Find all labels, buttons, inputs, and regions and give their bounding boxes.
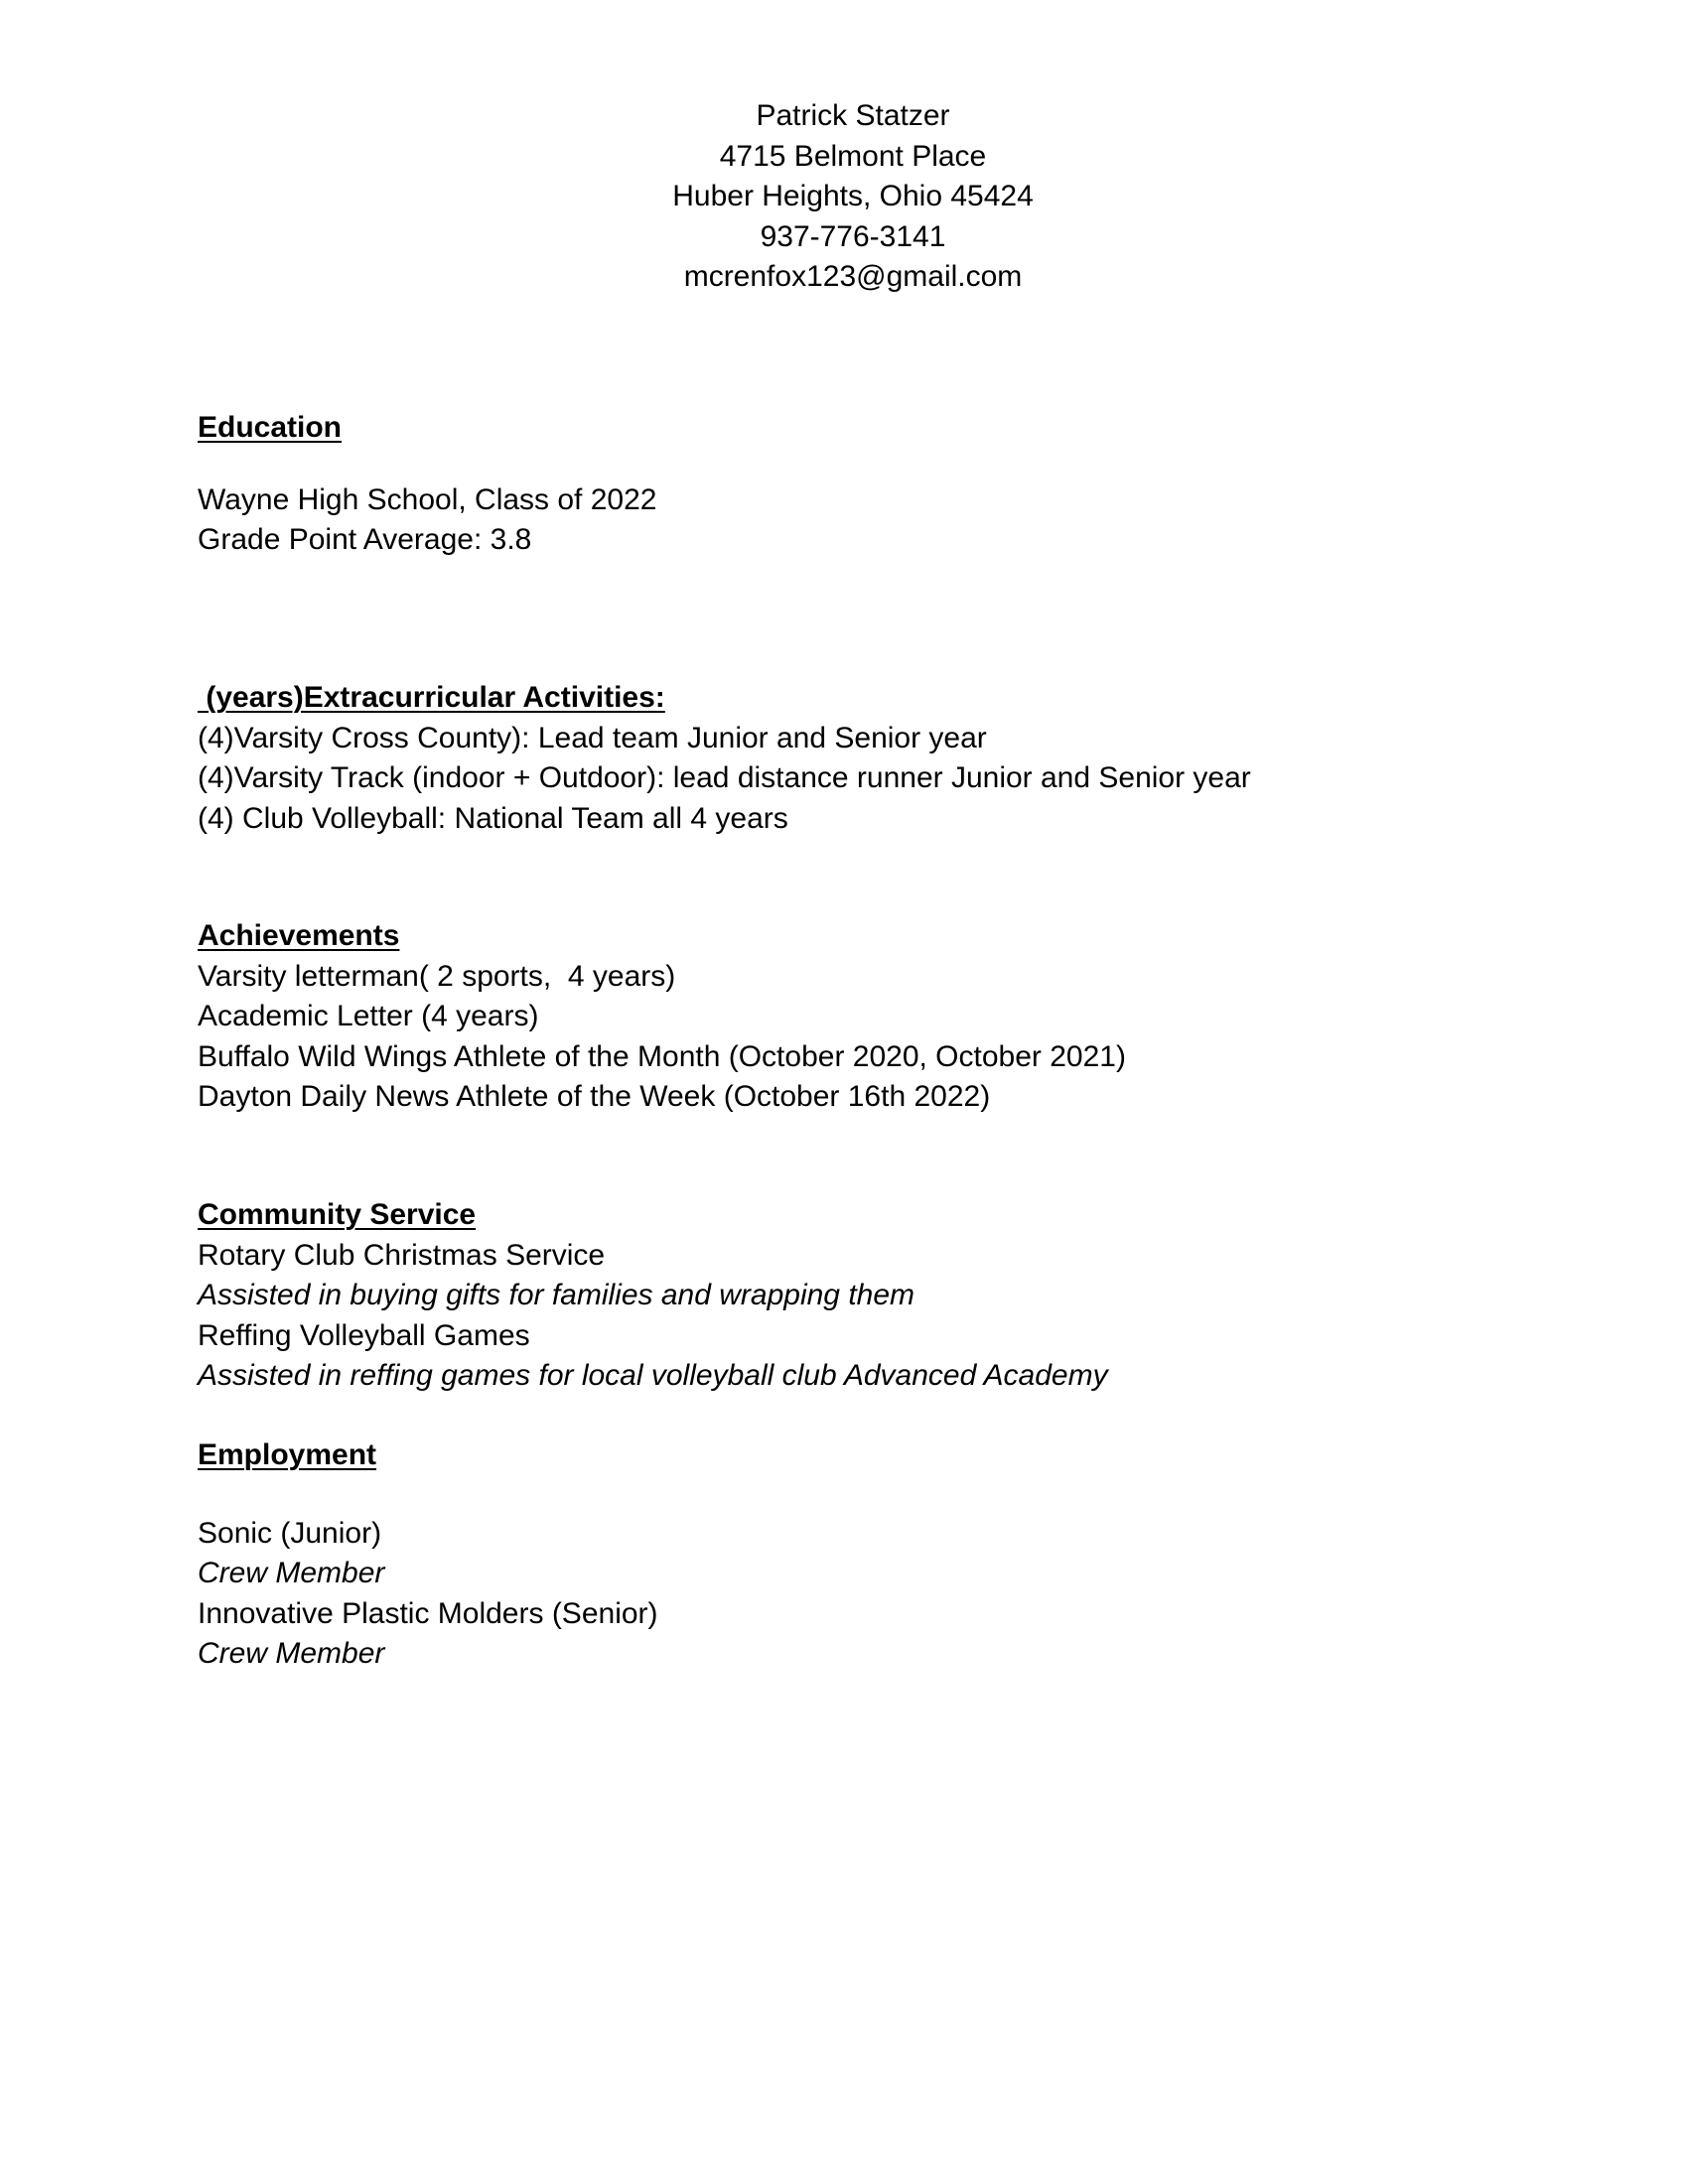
job-role: Crew Member	[198, 1557, 385, 1589]
job-role: Crew Member	[198, 1637, 385, 1670]
extracurricular-item: (4)Varsity Cross County): Lead team Junior and Senior year	[198, 721, 987, 754]
education-heading: Education	[198, 411, 343, 444]
employer: Innovative Plastic Molders (Senior)	[198, 1596, 658, 1630]
education-gpa: Grade Point Average: 3.8	[198, 523, 532, 556]
community-service-heading: Community Service	[198, 1198, 477, 1231]
education-section	[198, 408, 656, 561]
service-title: Reffing Volleyball Games	[198, 1318, 530, 1352]
email-address: mcrenfox123@gmail.com	[683, 260, 1023, 293]
address-line-1: 4715 Belmont Place	[719, 139, 987, 173]
extracurricular-item: (4) Club Volleyball: National Team all 4 years	[198, 801, 788, 835]
achievement-item: Academic Letter (4 years)	[198, 1000, 539, 1032]
employment-heading: Employment	[198, 1438, 377, 1471]
extracurricular-item: (4)Varsity Track (indoor + Outdoor): lead distance runner Junior and Senior year	[198, 761, 1251, 794]
extracurricular-heading: (years)Extracurricular Activities:	[198, 681, 665, 714]
achievements-heading: Achievements	[198, 919, 400, 952]
employer: Sonic (Junior)	[198, 1516, 382, 1550]
achievement-item: Buffalo Wild Wings Athlete of the Month (October 2020, October 2021)	[198, 1039, 1126, 1073]
service-description: Assisted in buying gifts for families and wrapping them	[198, 1279, 915, 1311]
service-title: Rotary Club Christmas Service	[198, 1238, 606, 1272]
community-service-section	[198, 1195, 1108, 1397]
achievement-item: Dayton Daily News Athlete of the Week (October 16th 2022)	[198, 1080, 991, 1113]
achievement-item: Varsity letterman( 2 sports, 4 years)	[198, 959, 676, 993]
service-description: Assisted in reffing games for local volleyball club Advanced Academy	[198, 1359, 1108, 1392]
phone-number: 937-776-3141	[760, 219, 946, 253]
employment-section	[198, 1435, 658, 1675]
applicant-name: Patrick Statzer	[756, 99, 950, 132]
achievements-section	[198, 916, 1126, 1118]
address-line-2: Huber Heights, Ohio 45424	[672, 180, 1034, 212]
education-school: Wayne High School, Class of 2022	[198, 482, 657, 516]
contact-header	[9, 96, 1688, 298]
extracurricular-section	[198, 678, 1251, 839]
